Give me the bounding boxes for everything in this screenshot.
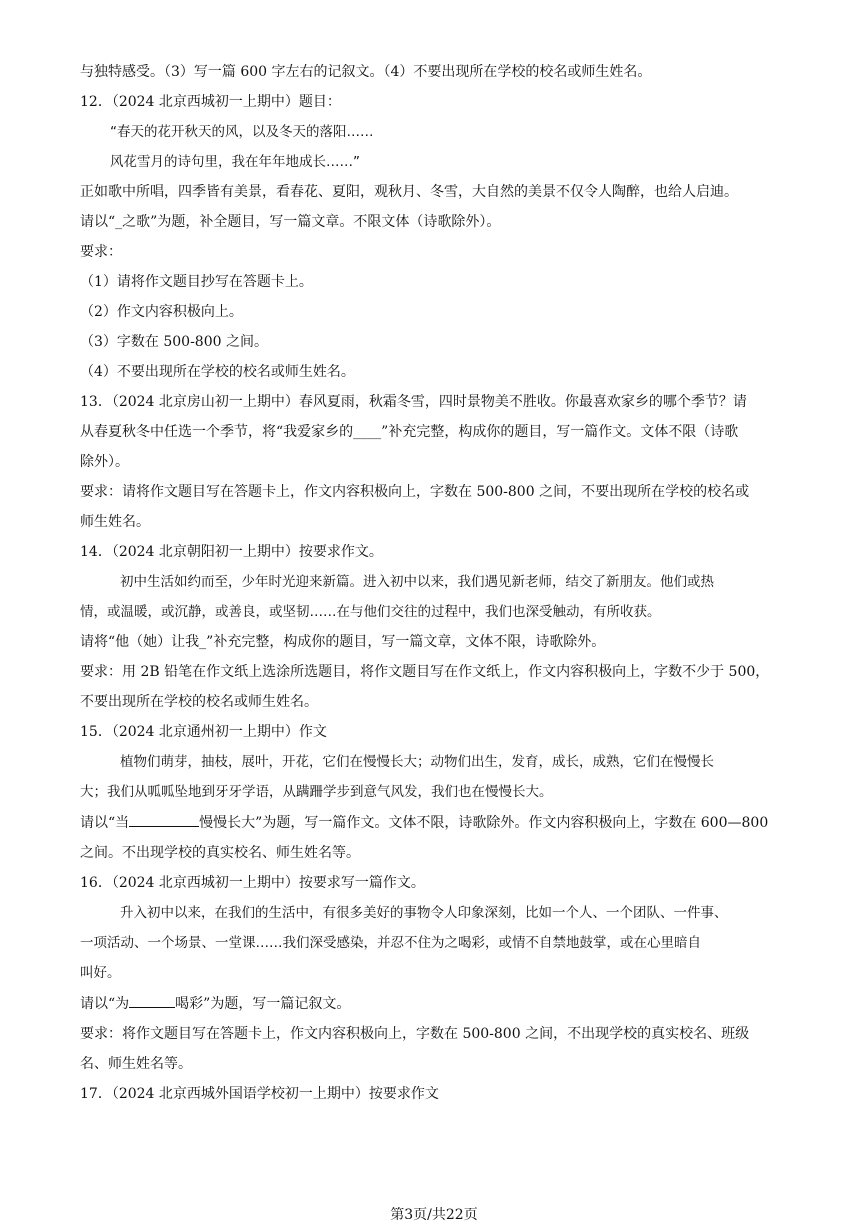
question-16-heading: 16．（2024 北京西城初一上期中）按要求写一篇作文。 (80, 875, 425, 891)
prompt-line: 叫好。 (80, 965, 121, 981)
text-line (80, 812, 792, 833)
text-line: 要求：将作文题目写在答题卡上，作文内容积极向上，字数在 500-800 之间，不出现学校的真实校名、班级 (80, 1026, 750, 1042)
prompt-line: 情，或温暖，或沉静，或善良，或坚韧……在与他们交往的过程中，我们也深受触动，有所收获。 (80, 604, 661, 620)
lyric-line: 风花雪月的诗句里，我在年年地成长……” (110, 154, 360, 170)
text-segment: 请以“当 (80, 815, 130, 831)
text-line: 名、师生姓名等。 (80, 1056, 192, 1072)
text-line: 从春夏秋冬中任选一个季节，将“我爱家乡的____”补充完整，构成你的题目，写一篇作文。文体不限（诗歌 (80, 424, 739, 440)
prompt-line: 升入初中以来，在我们的生活中，有很多美好的事物令人印象深刻，比如一个人、一个团队、一件事、 (120, 905, 728, 921)
fill-blank (129, 993, 175, 1008)
question-14-heading: 14．（2024 北京朝阳初一上期中）按要求作文。 (80, 544, 383, 560)
document-page (80, 62, 792, 1114)
question-17-heading: 17．（2024 北京西城外国语学校初一上期中）按要求作文 (80, 1086, 439, 1102)
text-line: 要求：请将作文题目写在答题卡上，作文内容积极向上，字数在 500-800 之间，不要出现所在学校的校名或 (80, 484, 750, 500)
text-line (80, 993, 792, 1014)
text-line: 正如歌中所唱，四季皆有美景，看春花、夏阳，观秋月、冬雪，大自然的美景不仅令人陶醉，也给人启迪。 (80, 184, 738, 200)
question-13-heading: 13．（2024 北京房山初一上期中）春风夏雨，秋霜冬雪，四时景物美不胜收。你最喜欢家乡的哪个季节？请 (80, 394, 747, 410)
text-line: 请以“_之歌”为题，补全题目，写一篇文章。不限文体（诗歌除外）。 (80, 214, 501, 230)
page-number: 第3页/共22页 (390, 1207, 478, 1223)
text-segment: 喝彩”为题，写一篇记叙文。 (175, 996, 351, 1012)
prompt-line: 大；我们从呱呱坠地到牙牙学语，从蹒跚学步到意气风发，我们也在慢慢长大。 (80, 784, 553, 800)
text-line: 之间。不出现学校的真实校名、师生姓名等。 (80, 845, 360, 861)
text-line: 师生姓名。 (80, 514, 150, 530)
prompt-line: 初中生活如约而至，少年时光迎来新篇。进入初中以来，我们遇见新老师，结交了新朋友。他们或热 (120, 574, 714, 590)
requirements-label: 要求： (80, 244, 122, 260)
text-line: 除外）。 (80, 454, 129, 470)
text-segment: 慢慢长大”为题，写一篇作文。文体不限，诗歌除外。作文内容积极向上，字数在 600—800 (199, 815, 769, 831)
prompt-line: 植物们萌芽，抽枝，展叶，开花，它们在慢慢长大；动物们出生，发育，成长，成熟，它们在慢慢长 (120, 754, 714, 770)
text-line: 不要出现所在学校的校名或师生姓名。 (80, 694, 318, 710)
fill-blank (129, 812, 199, 827)
question-15-heading: 15．（2024 北京通州初一上期中）作文 (80, 724, 327, 740)
text-line: 请将“他（她）让我_”补充完整，构成你的题目，写一篇文章，文体不限，诗歌除外。 (80, 634, 606, 650)
requirement-item: （4）不要出现所在学校的校名或师生姓名。 (80, 364, 355, 380)
requirement-item: （3）字数在 500-800 之间。 (80, 334, 268, 350)
requirement-item: （2）作文内容积极向上。 (80, 304, 243, 320)
lyric-line: “春天的花开秋天的风，以及冬天的落阳…… (110, 124, 374, 140)
text-segment: 请以“为 (80, 996, 130, 1012)
prompt-line: 一项活动、一个场景、一堂课……我们深受感染，并忍不住为之喝彩，或情不自禁地鼓掌，或在心里暗自 (80, 935, 701, 951)
text-line: 与独特感受。（3）写一篇 600 字左右的记叙文。（4）不要出现所在学校的校名或师生姓名。 (80, 64, 652, 80)
question-12-heading: 12．（2024 北京西城初一上期中）题目： (80, 94, 341, 110)
requirement-item: （1）请将作文题目抄写在答题卡上。 (80, 274, 313, 290)
text-line: 要求：用 2B 铅笔在作文纸上选涂所选题目，将作文题目写在作文纸上，作文内容积极向上，字数不少于 500， (80, 664, 770, 680)
